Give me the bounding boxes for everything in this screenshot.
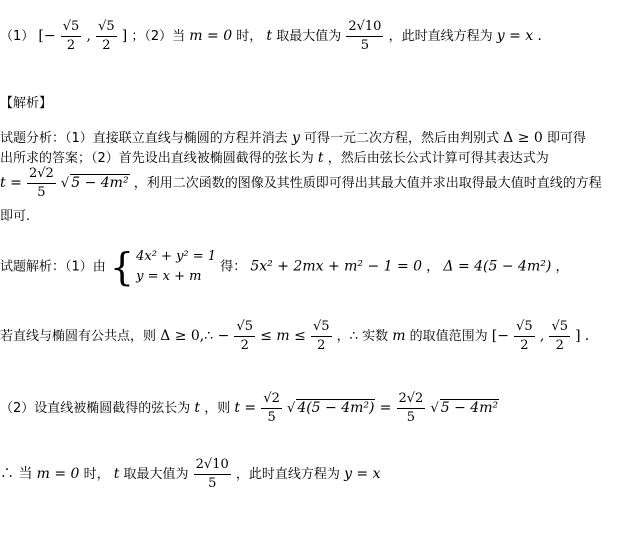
analysis-text-1: （1）直接联立直线与椭圆的方程并消去 <box>65 131 288 146</box>
answer-separator: ；（2）当 <box>131 29 186 44</box>
fraction-numerator: √5 <box>549 318 570 337</box>
analysis-line-2 <box>0 147 549 166</box>
solution-delta-cond: Δ ≥ 0,∴ − <box>160 328 230 344</box>
equation-system <box>110 247 216 287</box>
answer-t: t <box>266 28 273 44</box>
sqrt-sign: √ <box>287 401 296 416</box>
solution-period: . <box>584 328 590 344</box>
fraction-2sqrt10-over-5 <box>194 456 231 493</box>
analysis-text-2c: ，然后由弦长公式计算可得其表达式为 <box>327 151 549 166</box>
range-open-bracket: [− <box>491 328 509 344</box>
conclusion-m-eq: m = 0 <box>36 466 80 482</box>
answer-end: . <box>537 28 542 44</box>
fraction-numerator: √5 <box>514 318 535 337</box>
answer-tail: ，此时直线方程为 <box>388 29 493 44</box>
fraction-sqrt5-over-2 <box>96 18 117 55</box>
fraction-numerator: √2 <box>261 390 282 409</box>
solution-equals: = <box>379 400 392 416</box>
solution-label: 试题解析：（1）由 <box>0 259 106 275</box>
fraction-2sqrt10-over-5 <box>346 18 383 55</box>
solution-var-m: m <box>392 328 406 344</box>
solution-comma-2: ， <box>555 259 569 275</box>
conclusion-line-eq: y = x <box>344 466 381 482</box>
fraction-numerator: 2√10 <box>194 456 231 475</box>
conclusion-max-text: 取最大值为 <box>123 467 189 482</box>
fraction-denominator: 5 <box>37 185 46 200</box>
quadratic-equation: 5x² + 2mx + m² − 1 = 0 <box>250 258 423 275</box>
system-eq-1: 4x² + y² = 1 <box>136 249 217 264</box>
fraction-sqrt5-over-2 <box>234 318 255 355</box>
solution-line-4 <box>0 456 381 493</box>
solution-text-2d: ，∴ 实数 <box>336 329 389 344</box>
fraction-denominator: 5 <box>360 38 370 53</box>
analysis-var-t: t <box>317 150 324 166</box>
answer-line-eq: y = x <box>496 28 534 44</box>
analysis-line-3 <box>0 165 602 202</box>
solution-text-3c: ，则 <box>204 401 231 416</box>
analysis-line-4: 即可. <box>0 209 31 224</box>
fraction-2sqrt2-over-5 <box>397 390 426 427</box>
system-brace: { <box>109 245 135 289</box>
answer-part1-label: （1） <box>0 29 35 44</box>
conclusion-when: 时， <box>83 467 110 482</box>
fraction-numerator: √5 <box>311 318 332 337</box>
solution-line-1 <box>0 247 568 287</box>
solution-text-2a: 若直线与椭圆有公共点，则 <box>0 329 157 344</box>
fraction-numerator: 2√2 <box>27 165 56 184</box>
fraction-numerator: √5 <box>96 18 117 37</box>
fraction-denominator: 2 <box>317 338 326 353</box>
sqrt-sign: √ <box>430 401 439 416</box>
analysis-t-eq: t = <box>0 175 22 191</box>
fraction-denominator: 5 <box>208 476 217 491</box>
analysis-text-1c: 可得一元二次方程，然后由判别式 <box>304 131 500 146</box>
analysis-text-3: ，利用二次函数的图像及其性质即可得出其最大值并求出取得最大值时直线的方程 <box>133 176 602 191</box>
fraction-numerator: 2√2 <box>397 390 426 409</box>
analysis-line-1 <box>0 127 586 146</box>
answer-when: 时， <box>236 29 263 44</box>
solution-var-t: t <box>194 400 201 416</box>
analysis-label: 试题分析： <box>0 131 66 146</box>
answer-m-eq: m = 0 <box>189 28 233 44</box>
fraction-numerator: √5 <box>234 318 255 337</box>
analysis-header: 【解析】 <box>0 96 53 111</box>
fraction-denominator: 2 <box>102 38 111 53</box>
sqrt-sign: √ <box>60 176 70 191</box>
fraction-denominator: 2 <box>240 338 249 353</box>
analysis-var-y: y <box>291 130 300 146</box>
fraction-denominator: 2 <box>520 338 529 353</box>
fraction-denominator: 2 <box>555 338 564 353</box>
range-close-bracket: ] <box>575 328 581 344</box>
fraction-sqrt2-over-5 <box>261 390 282 427</box>
solution-comma: ， <box>426 259 440 275</box>
analysis-text-1e: 即可得 <box>546 131 586 146</box>
conclusion-tail: ，此时直线方程为 <box>235 467 340 482</box>
system-eq-2: y = x + m <box>136 269 202 284</box>
range-open-bracket: [− <box>38 28 56 44</box>
fraction-numerator: 2√10 <box>346 18 383 37</box>
range-comma: , <box>539 328 545 344</box>
solution-text-2f: 的取值范围为 <box>409 329 488 344</box>
answer-max-text: 取最大值为 <box>276 29 342 44</box>
solution-line-2 <box>0 318 589 355</box>
fraction-sqrt5-over-2 <box>311 318 332 355</box>
range-close-bracket: ] <box>121 28 128 44</box>
fraction-denominator: 5 <box>406 410 416 425</box>
range-comma: , <box>86 28 91 44</box>
fraction-sqrt5-over-2 <box>549 318 570 355</box>
fraction-numerator: √5 <box>61 18 82 37</box>
therefore-when: ∴ 当 <box>0 466 33 482</box>
solution-inequality: ≤ m ≤ <box>260 328 306 344</box>
answer-line <box>0 18 542 55</box>
conclusion-t: t <box>113 466 120 482</box>
solution-get: 得： <box>220 259 247 275</box>
fraction-2sqrt2-over-5 <box>27 165 56 202</box>
delta-expression: Δ = 4(5 − 4m²) <box>443 258 552 275</box>
analysis-delta: Δ ≥ 0 <box>503 130 543 146</box>
sqrt-radicand: 5 − 4m² <box>71 175 129 191</box>
fraction-denominator: 5 <box>267 410 276 425</box>
fraction-denominator: 2 <box>66 38 76 53</box>
fraction-sqrt5-over-2 <box>514 318 535 355</box>
solution-line-3 <box>0 390 499 427</box>
solution-t-eq: t = <box>234 400 257 416</box>
solution-text-3a: （2）设直线被椭圆截得的弦长为 <box>0 401 191 416</box>
analysis-text-2: 出所求的答案；（2）首先设出直线被椭圆截得的弦长为 <box>0 151 314 166</box>
sqrt-radicand: 5 − 4m² <box>440 400 499 416</box>
fraction-neg-sqrt5-over-2 <box>61 18 82 55</box>
sqrt-radicand: 4(5 − 4m²) <box>297 400 375 416</box>
